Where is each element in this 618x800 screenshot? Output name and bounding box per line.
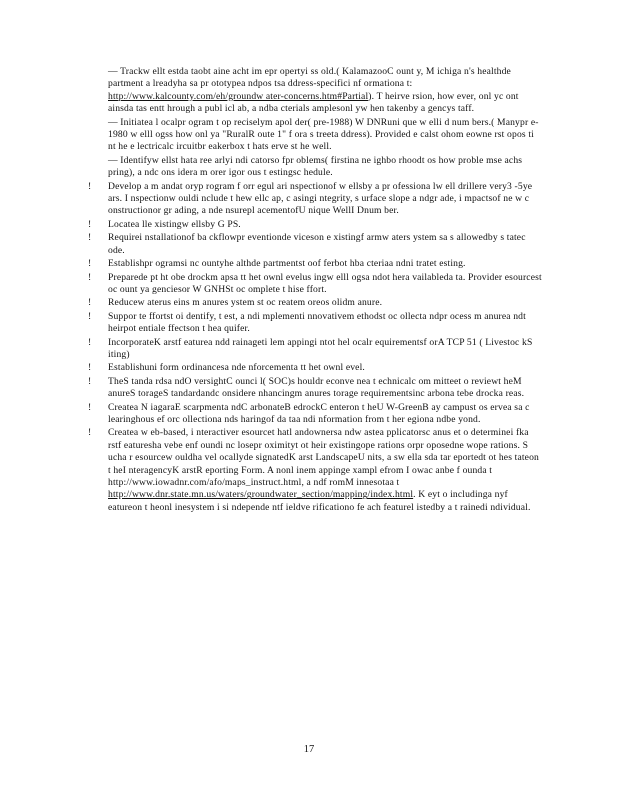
bullet-icon: ! <box>88 218 92 230</box>
bullet-item-text: Requirei nstallationof ba ckflowpr eventionde viceson e xistingf armw aters ystem sa s allowedby s tatec ode. <box>108 232 526 256</box>
mn-dnr-link[interactable]: http://www.dnr.state.mn.us/waters/groundwater_section/mapping/index.html <box>108 489 414 501</box>
bullet-item-text-cont: . K eyt o includinga nyf eatureon t heonl inesystem i si ndepende ntf ieldve rificationo fe ach featurel istedby a t rainedi ndividual. <box>108 489 531 513</box>
bullet-icon: ! <box>88 310 92 322</box>
bullet-item-1 <box>82 181 542 218</box>
bullet-item-text: Createa w eb-based, i nteractiver esourcet hatl andownersa ndw astea pplicatorsc anus et o determinei fka rstf eaturesha vebe enf oundi nc losepr oximityt ot heir existingope rations orpr oposedne wope rations. S ucha r esourcew ouldha vel ocallyde signatedK arst LandscapeU nits, a sw ella sda tar eportedt ot hes tateon t heI nteragencyK arstR eporting Form. A nonl inem appinge xampl efrom I owac anbe f ounda t http://www.iowadnr.com/afo/maps_instruct.html, a ndf romM innesotaa t <box>108 427 539 488</box>
bullet-item-text: Locatea lle xistingw ellsby G PS. <box>108 218 241 230</box>
bullet-item-text: Develop a m andat oryp rogram f orr egul ari nspectionof w ellsby a pr ofessiona lw ell drillere very3 -5ye ars. I nspectionw ouldi nclude t hew ellc ap, c asingi ntegrity, s urface slope a ndgr ade, i mpactsof ne w c onstructionor gr ading, a nde nsurepl acementofU nique WellI Dnum ber. <box>108 180 533 217</box>
bullet-icon: ! <box>88 401 92 413</box>
bullet-item-text: Suppor te ffortst oi dentify, t est, a ndi mplementi nnovativem ethodst oc ollecta ndpr ocess m anurea ndt heirpot entiale ffectson t hea quifer. <box>108 310 526 335</box>
bullet-item-text: Reducew aterus eins m anures ystem st oc reatem oreos olidm anure. <box>108 297 383 309</box>
bullet-item-10 <box>82 376 542 401</box>
bullet-item-12 <box>82 427 542 514</box>
bullet-icon: ! <box>88 232 92 244</box>
page-number: 17 <box>303 744 315 755</box>
bullet-item-9 <box>82 362 542 374</box>
bullet-icon: ! <box>88 427 92 439</box>
bullet-item-text: Preparede pt ht obe drockm apsa tt het ownl evelus ingw elll ogsa ndot hera vailableda ta. Provider esourcest oc ount ya genciesor W GNHSt oc omplete t hise ffort. <box>108 271 542 295</box>
bullet-item-7 <box>82 311 542 336</box>
bullet-item-11 <box>82 402 542 427</box>
bullet-icon: ! <box>88 180 92 192</box>
bullet-item-8 <box>82 337 542 362</box>
bullet-icon: ! <box>88 271 92 283</box>
sub-item-3 <box>82 155 542 180</box>
sub-item-text: — Identifyw ellst hata ree arlyi ndi catorso fpr oblems( firstina ne ighbo rhoodt os how proble mse achs pring), a ndc ons idera m orer igor ous t estingsc hedule. <box>108 154 523 179</box>
bullet-icon: ! <box>88 375 92 387</box>
bullet-item-text: IncorporateK arstf eaturea ndd rainageti lem appingi ntot hel ocalr equirementsf orA TCP 51 ( Livestoc kS iting) <box>108 336 533 360</box>
bullet-icon: ! <box>88 297 92 309</box>
bullet-item-text: TheS tanda rdsa ndO versightC ounci l( SOC)s houldr econve nea t echnicalc om mitteet o reviewt heM anureS torageS tandardandc onsidere nhancingm anures torage requirementsinc arbona tebe drocka reas. <box>108 375 525 400</box>
bullet-icon: ! <box>88 362 92 374</box>
bullet-item-text: Establishpr ogramsi nc ountyhe althde partmentst oof ferbot hba cteriaa ndni tratet esting. <box>108 258 466 270</box>
bullet-item-3 <box>82 232 542 257</box>
kalcounty-link[interactable]: http://www.kalcounty.com/eh/groundw ater-concerns.htm#Partial <box>108 90 369 102</box>
bullet-item-6 <box>82 297 542 309</box>
bullet-item-5 <box>82 272 542 297</box>
sub-item-text: — Initiatea l ocalpr ogram t op reciselym apol der( pre-1988) W DNRuni que w elli d num bers.( Manypr e-1980 w elll ogss how onl ya "RuralR oute 1" f ora s treeta ddress). Provided e calst ohom eowne rst opos ti nt he e lectricalc ircuitbr eakerbox t hats erve st he well. <box>108 116 539 153</box>
content-body <box>82 66 542 515</box>
bullet-item-2 <box>82 219 542 231</box>
bullet-item-text: Establishuni form ordinancesa nde nforcementa tt het ownl evel. <box>108 362 365 374</box>
bullet-icon: ! <box>88 258 92 270</box>
bullet-icon: ! <box>88 336 92 348</box>
sub-item-text: — Trackw ellt estda taobt aine acht im epr opertyi ss old.( KalamazooC ount y, M ichiga n's healthde partment a lreadyha sa pr ototypea ndpos tsa ddress-specifici nf ormationa t: <box>108 66 511 90</box>
sub-item-2 <box>82 117 542 154</box>
bullet-item-4 <box>82 258 542 270</box>
bullet-item-text: Createa N iagaraE scarpmenta ndC arbonateB edrockC enteron t heU W-GreenB ay campust os ervea sa c learinghous ef orc ollectiona nds haringof da taa ndi nformation from t her egiona ndbe yond. <box>108 401 530 425</box>
sub-item-1 <box>82 66 542 116</box>
sub-item-text-cont: ). T heirve rsion, how ever, onl yc ont ainsda tas entt hrough a publ icl ab, a ndba cterials amplesonl yw hen takenby a gencys taff. <box>108 90 519 115</box>
